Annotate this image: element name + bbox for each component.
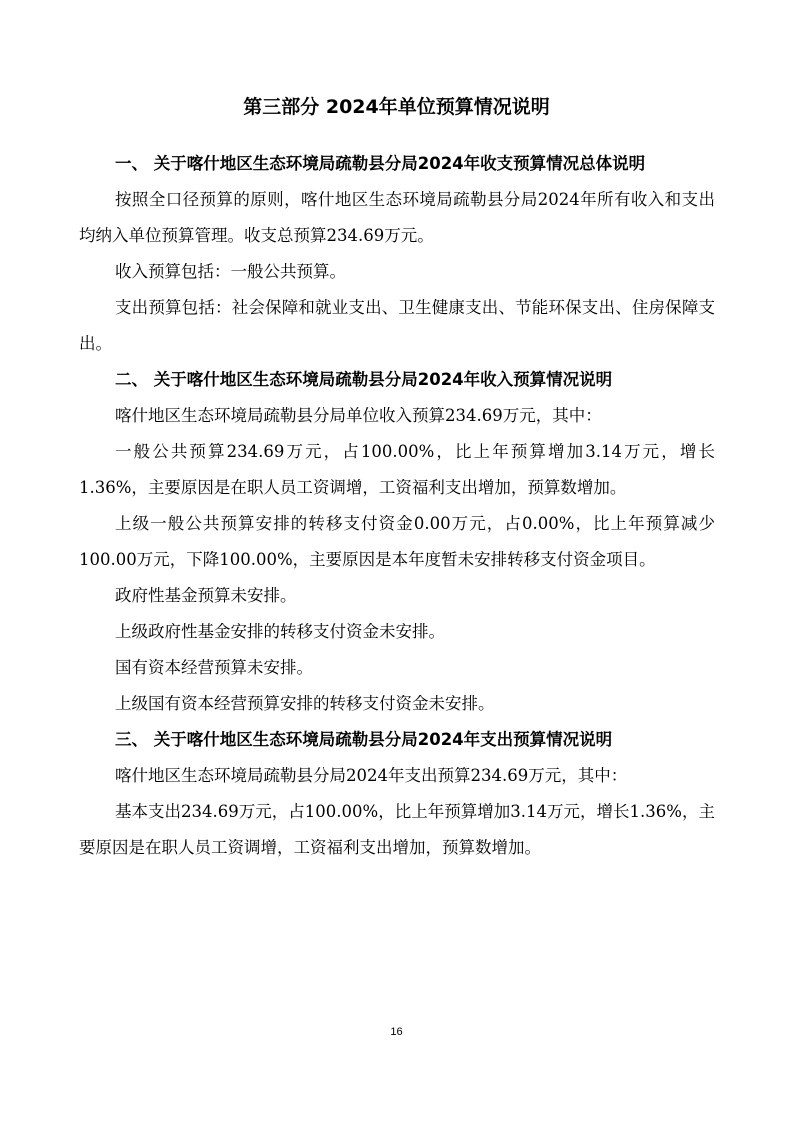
paragraph: 上级国有资本经营预算安排的转移支付资金未安排。 bbox=[115, 694, 495, 713]
paragraph: 基本支出234.69万元，占100.00%，比上年预算增加3.14万元，增长1.36%，主要原因是在职人员工资调增，工资福利支出增加，预算数增加。 bbox=[79, 802, 715, 857]
section-heading: 二、 关于喀什地区生态环境局疏勒县分局2024年收入预算情况说明 bbox=[115, 370, 613, 389]
section-heading: 三、 关于喀什地区生态环境局疏勒县分局2024年支出预算情况说明 bbox=[115, 730, 613, 749]
section-1 bbox=[79, 146, 715, 362]
document-body bbox=[79, 146, 715, 866]
paragraph: 国有资本经营预算未安排。 bbox=[115, 658, 313, 677]
paragraph: 喀什地区生态环境局疏勒县分局单位收入预算234.69万元，其中： bbox=[115, 406, 602, 425]
paragraph: 上级一般公共预算安排的转移支付资金0.00万元，占0.00%，比上年预算减少100.00万元，下降100.00%，主要原因是本年度暂未安排转移支付资金项目。 bbox=[79, 514, 715, 569]
section-heading: 一、 关于喀什地区生态环境局疏勒县分局2024年收支预算情况总体说明 bbox=[115, 154, 646, 173]
paragraph: 上级政府性基金安排的转移支付资金未安排。 bbox=[115, 622, 445, 641]
section-3 bbox=[79, 722, 715, 866]
page-number: 16 bbox=[390, 1026, 403, 1038]
paragraph: 政府性基金预算未安排。 bbox=[115, 586, 297, 605]
paragraph: 支出预算包括：社会保障和就业支出、卫生健康支出、节能环保支出、住房保障支出。 bbox=[79, 298, 715, 353]
paragraph: 喀什地区生态环境局疏勒县分局2024年支出预算234.69万元，其中： bbox=[115, 766, 628, 785]
paragraph: 收入预算包括：一般公共预算。 bbox=[115, 262, 346, 281]
paragraph: 一般公共预算234.69万元，占100.00%，比上年预算增加3.14万元，增长1.36%，主要原因是在职人员工资调增，工资福利支出增加，预算数增加。 bbox=[79, 442, 715, 497]
paragraph: 按照全口径预算的原则，喀什地区生态环境局疏勒县分局2024年所有收入和支出均纳入单位预算管理。收支总预算234.69万元。 bbox=[79, 190, 715, 245]
page-title: 第三部分 2024年单位预算情况说明 bbox=[243, 96, 550, 118]
section-2 bbox=[79, 362, 715, 722]
